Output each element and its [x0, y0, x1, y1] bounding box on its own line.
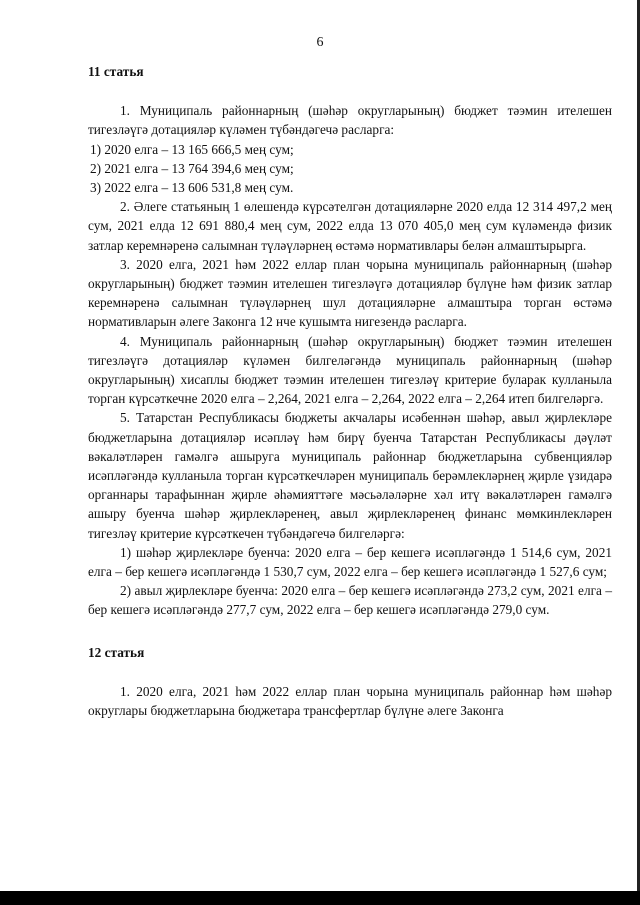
article-11-paragraph-5: 5. Татарстан Республикасы бюджеты акчалары исәбеннән шәһәр, авыл җирлекләре бюджетларына дотацияләр исәпләү һәм бирү буенча Татарстан Республикасы дәүләт вәкаләтләрен гамәлгә ашыруга муниципаль районнар бюджетларына субвенцияләр исәпләгәндә кулланыла торган күрсәткечләрен муниципаль берәмлекләрнең җирле үзидарә органнары тарафыннан җирле әһәмияттәге мәсьәләләрне хәл итү вәкаләтләрен гамәлгә ашыру буенча шәһәр җирлекләренең, авыл җирлекләренең финанс мөмкинлекләрен тигезләү критерие күрсәткечен түбәндәгечә билгеләргә:: [88, 410, 612, 541]
article-11-item-1: 1) 2020 елга – 13 165 666,5 мең сум;: [90, 141, 294, 157]
article-12-heading: 12 статья: [88, 644, 145, 660]
article-11-heading: 11 статья: [88, 64, 144, 79]
article-11-paragraph-5-item-1: 1) шәһәр җирлекләре буенча: 2020 елга – бер кешегә исәпләгәндә 1 514,6 сум, 2021 елга – бер кешегә исәпләгәндә 1 530,7 сум, 2022 елга – бер кешегә исәпләгәндә 1 527,6 сум;: [88, 544, 612, 580]
article-11-item-3: 3) 2022 елга – 13 606 531,8 мең сум.: [90, 180, 294, 196]
article-11-paragraph-5-item-2: 2) авыл җирлекләре буенча: 2020 елга – бер кешегә исәпләгәндә 273,2 сум, 2021 елга – бер кешегә исәпләгәндә 277,7 сум, 2022 елга – бер кешегә исәпләгәндә 279,0 сум.: [88, 583, 612, 618]
scan-bottom-bar: [0, 891, 640, 905]
article-11-paragraph-3: 3. 2020 елга, 2021 һәм 2022 еллар план чорына муниципаль районнарның (шәһәр округларының) бюджет тәэмин ителешен тигезләүгә дотацияләр бүлүне һәм физик затлар керемнәренә салымнан түләүләрнең шул дотацияләрне алмаштыра торган өстәмә нормативларын әлеге Законга 12 нче кушымта нигезендә расларга.: [88, 256, 612, 330]
article-12-paragraph-1: 1. 2020 елга, 2021 һәм 2022 еллар план чорына муниципаль районнар һәм шәһәр округлары бюджетларына бюджетара трансфертлар бүлүне әлеге Законга: [88, 683, 612, 719]
page-number: 6: [316, 35, 324, 50]
article-11-paragraph-4: 4. Муниципаль районнарның (шәһәр округларының) бюджет тәэмин ителешен тигезләүгә дотацияләр күләмен билгеләгәндә муниципаль районнарның (шәһәр округларының) хисаплы бюджет тәэмин ителешен тигезләү критерие буларак кулланыла торган күрсәткечне 2020 елга – 2,264, 2021 елга – 2,264, 2022 елга – 2,264 итеп билгеләргә.: [88, 333, 612, 407]
article-11-paragraph-2: 2. Әлеге статьяның 1 өлешендә күрсәтелгән дотацияләрне 2020 елда 12 314 497,2 мең сум, 2021 елда 12 691 880,4 мең сум, 2022 елда 13 070 405,0 мең сум күләмендә физик затлар керемнәренә салымнан түләүләрнең өстәмә нормативлары белән алмаштырырга.: [88, 199, 612, 253]
article-11-item-2: 2) 2021 елга – 13 764 394,6 мең сум;: [90, 160, 294, 176]
document-body: [88, 62, 612, 720]
article-11-paragraph-1: 1. Муниципаль районнарның (шәһәр округларының) бюджет тәэмин ителешен тигезләүгә дотацияләр күләмен түбәндәгечә расларга:: [88, 103, 612, 138]
